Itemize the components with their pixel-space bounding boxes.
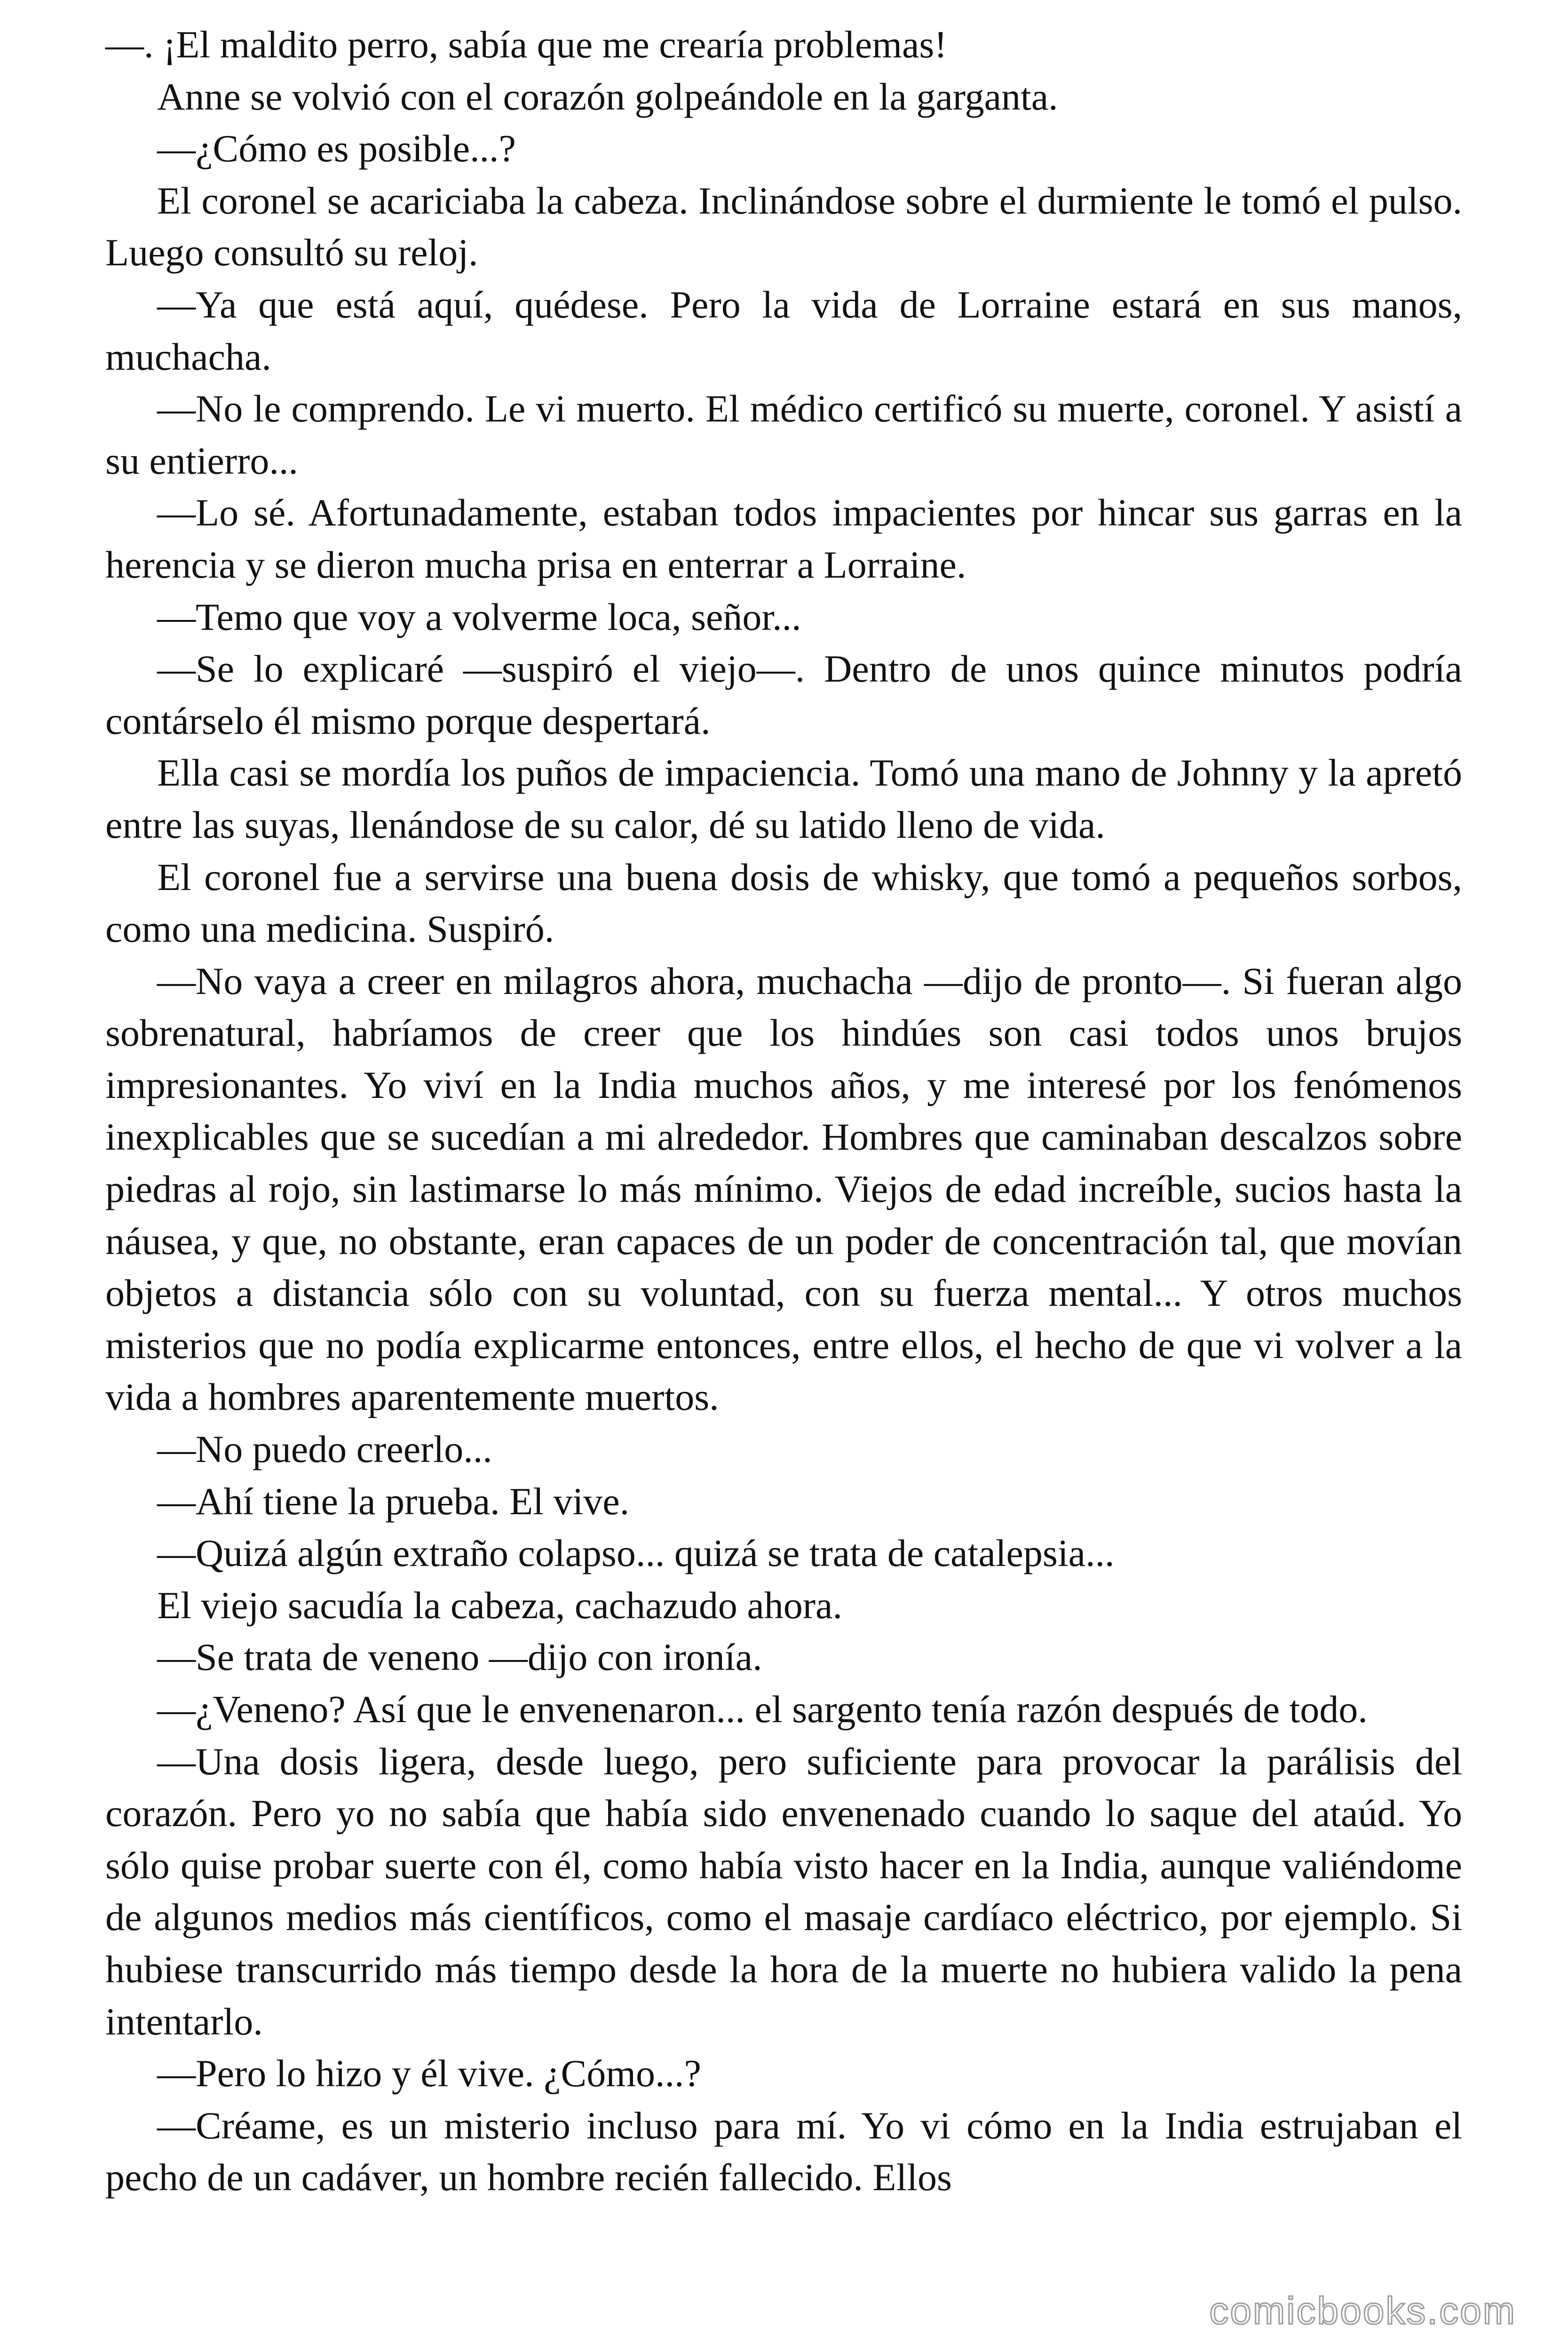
watermark: comicbooks.com — [1209, 2289, 1516, 2332]
paragraph: Ella casi se mordía los puños de impaciencia. Tomó una mano de Johnny y la apretó entre las suyas, llenándose de su calor, dé su latido lleno de vida. — [105, 751, 1462, 846]
paragraph: —Lo sé. Afortunadamente, estaban todos impacientes por hincar sus garras en la herencia y se dieron mucha prisa en enterrar a Lorraine. — [105, 491, 1462, 586]
paragraph: —Temo que voy a volverme loca, señor... — [157, 595, 801, 638]
paragraph: —¿Cómo es posible...? — [157, 127, 516, 170]
paragraph: —¿Veneno? Así que le envenenaron... el sargento tenía razón después de todo. — [157, 1688, 1368, 1731]
paragraph: —No le comprendo. Le vi muerto. El médico certificó su muerte, coronel. Y asistí a su entierro... — [105, 387, 1462, 482]
paragraph: —. ¡El maldito perro, sabía que me crearía problemas! — [105, 23, 947, 66]
paragraph: El coronel fue a servirse una buena dosis de whisky, que tomó a pequeños sorbos, como una medicina. Suspiró. — [105, 855, 1462, 951]
paragraph: —Pero lo hizo y él vive. ¿Cómo...? — [157, 2052, 701, 2095]
paragraph: El viejo sacudía la cabeza, cachazudo ahora. — [157, 1583, 842, 1627]
paragraph: —Se lo explicaré —suspiró el viejo—. Dentro de unos quince minutos podría contárselo él mismo porque despertará. — [105, 647, 1462, 742]
paragraph: —Una dosis ligera, desde luego, pero suficiente para provocar la parálisis del corazón. Pero yo no sabía que había sido envenenado cuando lo saque del ataúd. Yo sólo quise probar suerte con él, como había visto hacer en la India, aunque valiéndome de algunos medios más científicos, como el masaje cardíaco eléctrico, por ejemplo. Si hubiese transcurrido más tiempo desde la hora de la muerte no hubiera valido la pena intentarlo. — [105, 1740, 1462, 2043]
paragraph: —Quizá algún extraño colapso... quizá se trata de catalepsia... — [157, 1532, 1115, 1575]
page-text — [105, 19, 1462, 2204]
paragraph: Anne se volvió con el corazón golpeándole en la garganta. — [157, 75, 1058, 118]
paragraph: —No vaya a creer en milagros ahora, muchacha —dijo de pronto—. Si fueran algo sobrenatural, habríamos de creer que los hindúes son casi todos unos brujos impresionantes. Yo viví en la India muchos años, y me interesé por los fenómenos inexplicables que se sucedían a mi alrededor. Hombres que caminaban descalzos sobre piedras al rojo, sin lastimarse lo más mínimo. Viejos de edad increíble, sucios hasta la náusea, y que, no obstante, eran capaces de un poder de concentración tal, que movían objetos a distancia sólo con su voluntad, con su fuerza mental... Y otros muchos misterios que no podía explicarme entonces, entre ellos, el hecho de que vi volver a la vida a hombres aparentemente muertos. — [105, 959, 1462, 1419]
paragraph: —Se trata de veneno —dijo con ironía. — [157, 1636, 762, 1679]
paragraph: —Ya que está aquí, quédese. Pero la vida de Lorraine estará en sus manos, muchacha. — [105, 283, 1462, 378]
paragraph: El coronel se acariciaba la cabeza. Inclinándose sobre el durmiente le tomó el pulso. Luego consultó su reloj. — [105, 179, 1462, 274]
paragraph: —No puedo creerlo... — [157, 1428, 492, 1471]
paragraph: —Ahí tiene la prueba. El vive. — [157, 1479, 630, 1523]
paragraph: —Créame, es un misterio incluso para mí. Yo vi cómo en la India estrujaban el pecho de un cadáver, un hombre recién fallecido. Ellos — [105, 2104, 1462, 2199]
